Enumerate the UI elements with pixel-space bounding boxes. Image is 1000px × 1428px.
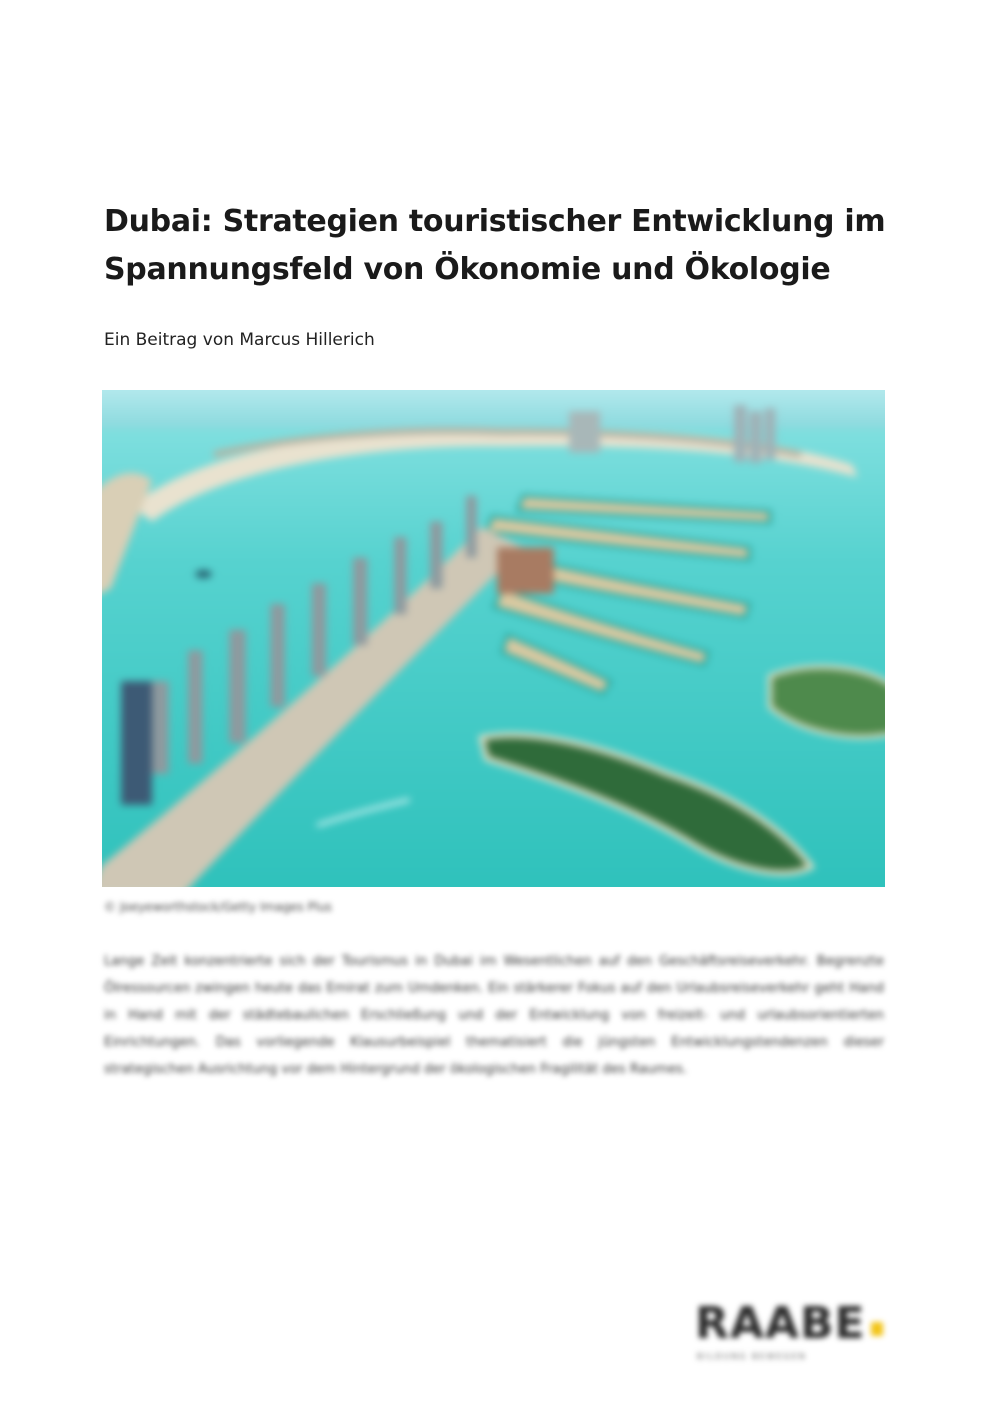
author-byline: Ein Beitrag von Marcus Hillerich	[104, 330, 375, 350]
document-title: Dubai: Strategien touristischer Entwicklung im Spannungsfeld von Ökonomie und Ökologie	[104, 204, 886, 287]
logo-wordmark: RAABE	[695, 1298, 866, 1349]
aerial-photo-palm-jumeirah-icon	[102, 390, 885, 887]
raabe-logo	[695, 1300, 895, 1370]
logo-accent-mark	[871, 1322, 883, 1336]
hero-image	[102, 390, 885, 887]
logo-tagline: BILDUNG BEWEGEN	[697, 1352, 807, 1361]
abstract-paragraph: Lange Zeit konzentrierte sich der Tourismus in Dubai im Wesentlichen auf den Geschäftsreiseverkehr. Begrenzte Ölressourcen zwingen heute das Emirat zum Umdenken. Ein stärkerer Fokus auf den Urlaubsreiseverkehr geht Hand in Hand mit der städtebaulichen Erschließung und der Entwicklung von freizeit- und urlaubsorientierten Einrichtungen. Das vorliegende Klausurbeispiel thematisiert die jüngsten Entwicklungstendenzen dieser strategischen Ausrichtung vor dem Hintergrund der ökologischen Fragilität des Raumes.	[104, 954, 884, 1078]
image-caption: © Joeyeworthstock/Getty Images Plus	[104, 900, 332, 914]
